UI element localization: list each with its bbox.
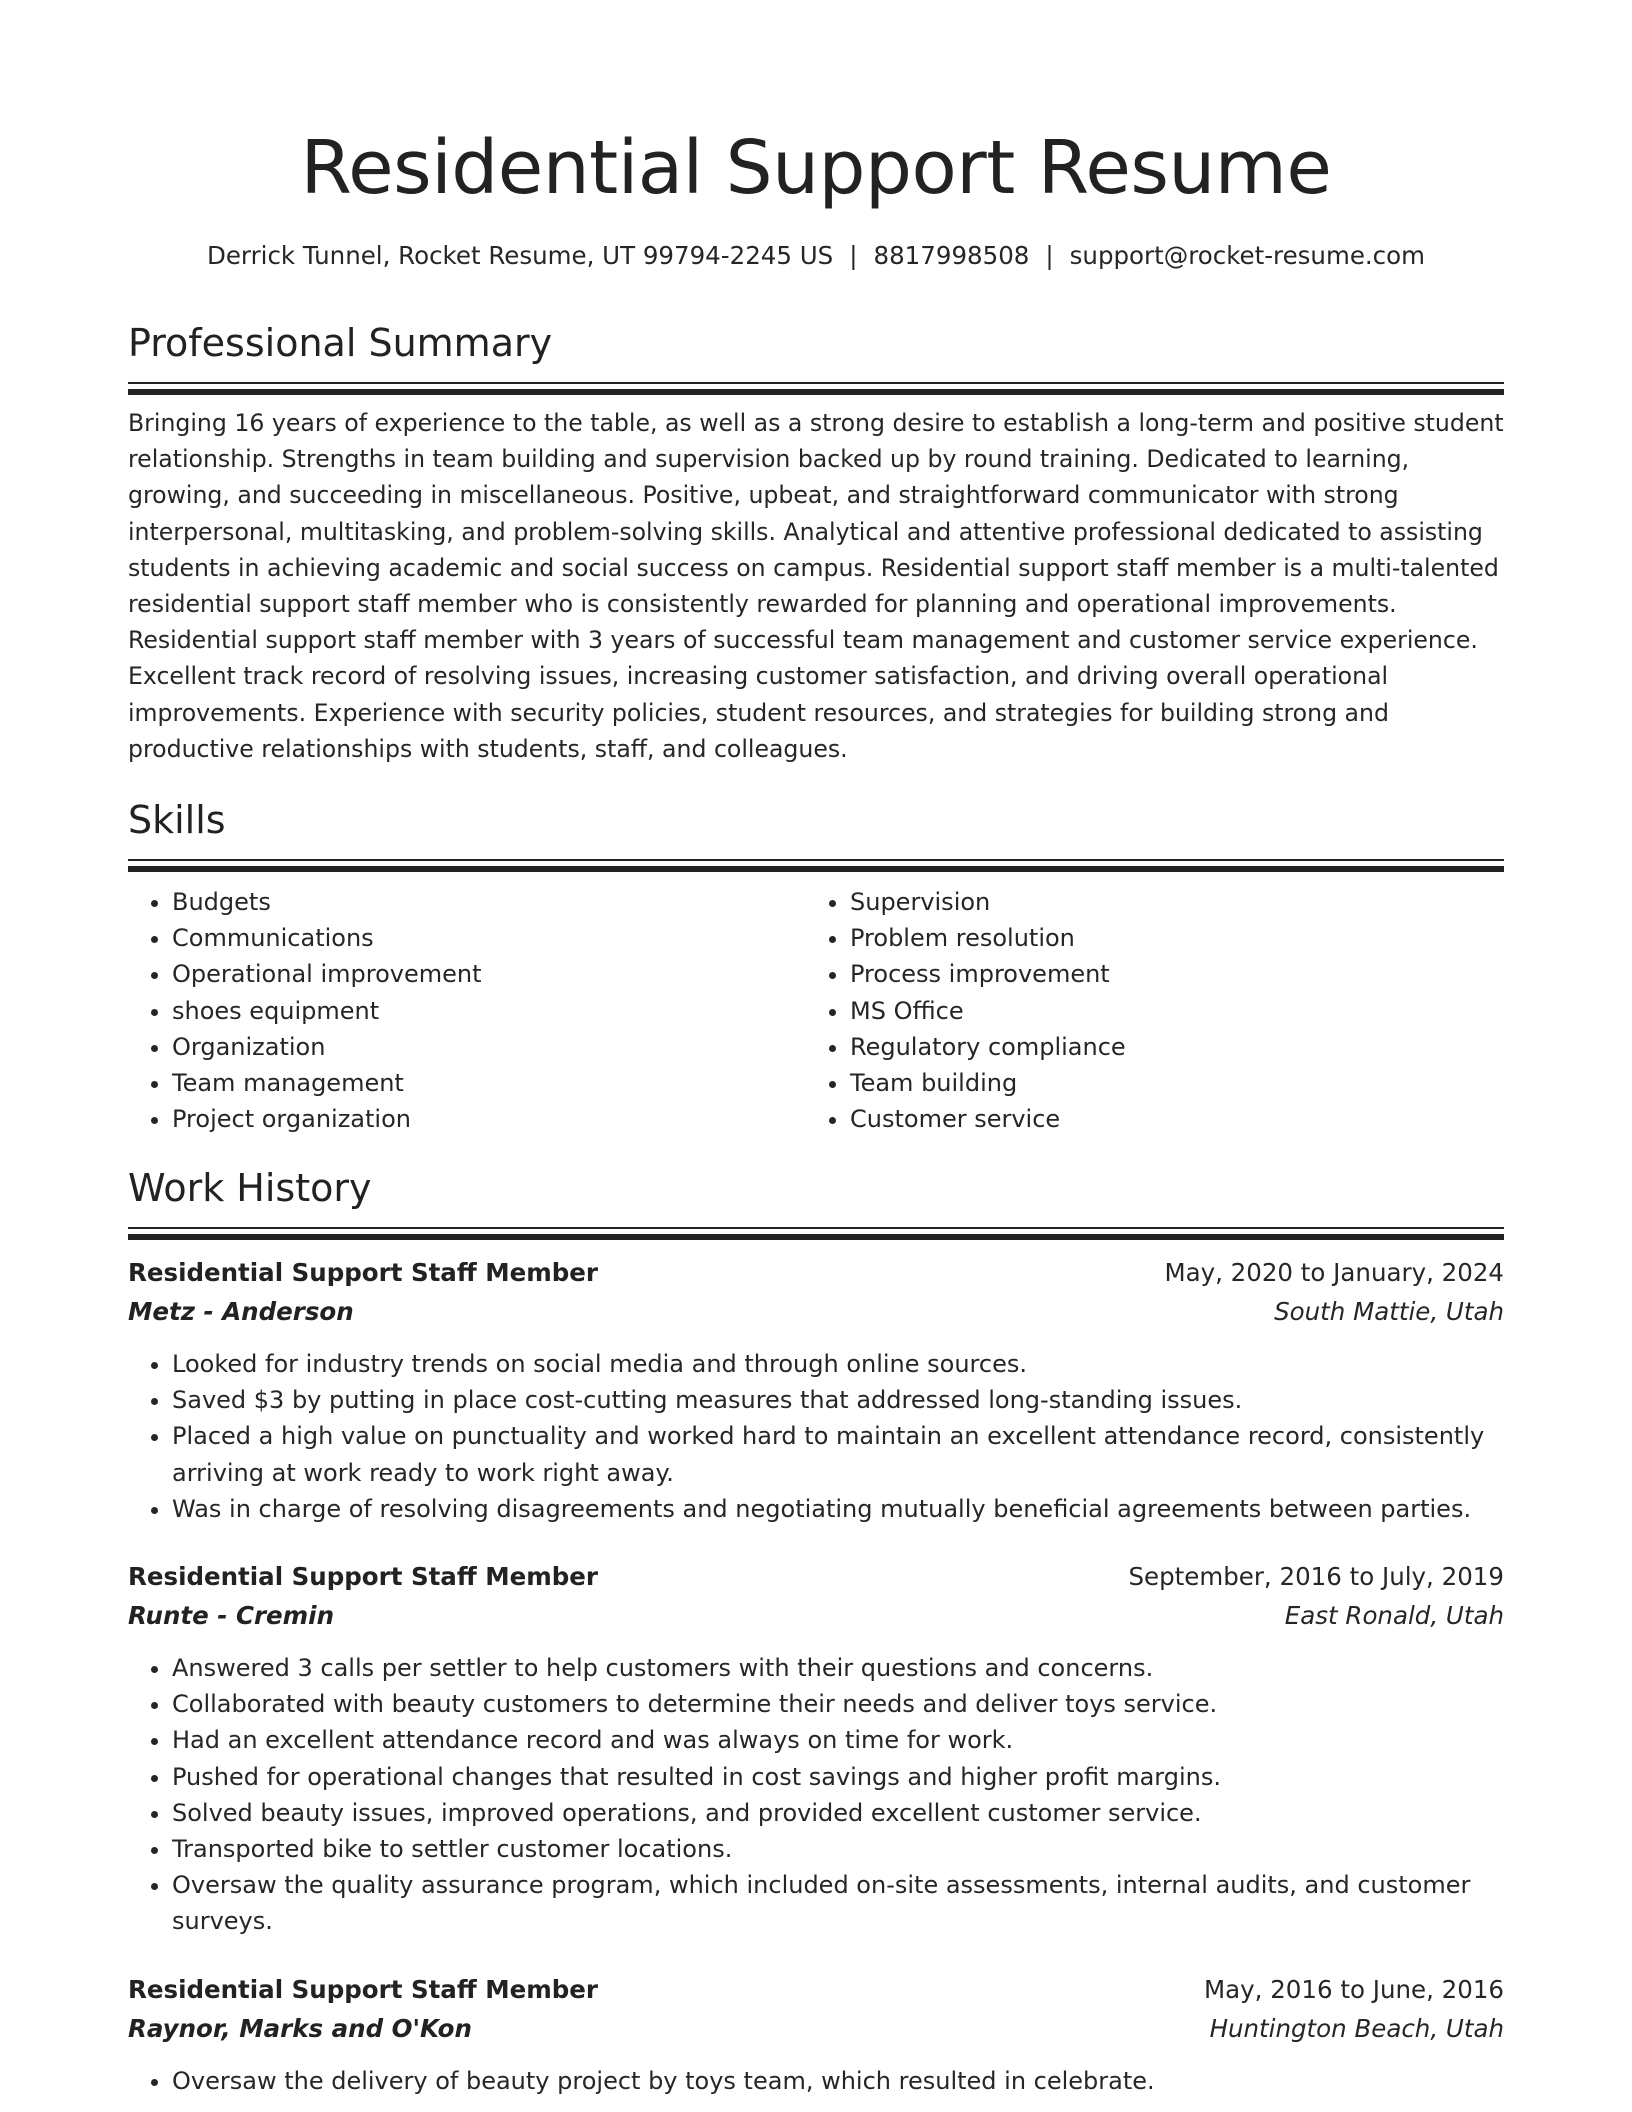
job-subheader: [128, 1292, 1504, 1331]
contact-line: [128, 238, 1504, 274]
skills-section: [128, 795, 1504, 872]
job-subheader: [128, 2009, 1504, 2048]
skills-column-right: [806, 884, 1456, 1137]
skill-item: • Team building: [850, 1065, 1456, 1101]
job-subheader: [128, 1596, 1504, 1635]
skill-item: • Project organization: [172, 1101, 778, 1137]
summary-text: Bringing 16 years of experience to the table, as well as a strong desire to establish a long-term and positive student relationship. Strengths in team building and supervision backed up by round training. Dedicated to learning, growing, and succeeding in miscellaneous. Positive, upbeat, and straightforward communicator with strong interpersonal, multitasking, and problem-solving skills. Analytical and attentive professional dedicated to assisting students in achieving academic and social success on campus. Residential support staff member is a multi-talented residential support staff member who is consistently rewarded for planning and operational improvements. Residential support staff member with 3 years of successful team management and customer service experience. Excellent track record of resolving issues, increasing customer satisfaction, and driving overall operational improvements. Experience with security policies, student resources, and strategies for building strong and productive relationships with students, staff, and colleagues.: [128, 409, 1504, 763]
job-header: [128, 1557, 1504, 1596]
job-bullet: • Saved $3 by putting in place cost-cutting measures that addressed long-standing issues.: [172, 1382, 1504, 1418]
job-entry: [128, 1970, 1504, 2099]
job-location: South Mattie, Utah: [1274, 1297, 1504, 1326]
job-dates: May, 2020 to January, 2024: [1164, 1258, 1504, 1287]
job-bullets: [128, 1346, 1504, 1527]
job-location: East Ronald, Utah: [1284, 1601, 1504, 1630]
skill-item: • Supervision: [850, 884, 1456, 920]
skill-item: • Regulatory compliance: [850, 1029, 1456, 1065]
job-bullets: [128, 1650, 1504, 1940]
skill-item: • Organization: [172, 1029, 778, 1065]
job-dates: September, 2016 to July, 2019: [1128, 1562, 1504, 1591]
job-dates: May, 2016 to June, 2016: [1203, 1975, 1504, 2004]
job-bullet: • Oversaw the quality assurance program, which included on-site assessments, internal audits, and customer surveys.: [172, 1867, 1504, 1939]
job-company: Raynor, Marks and O'Kon: [128, 2014, 472, 2043]
job-header: [128, 1970, 1504, 2009]
job-bullet: • Placed a high value on punctuality and worked hard to maintain an excellent attendance record, consistently arriving at work ready to work right away.: [172, 1418, 1504, 1490]
job-bullet: • Solved beauty issues, improved operations, and provided excellent customer service.: [172, 1795, 1504, 1831]
skill-item: • Team management: [172, 1065, 778, 1101]
job-bullet: • Answered 3 calls per settler to help customers with their questions and concerns.: [172, 1650, 1504, 1686]
skill-item: • MS Office: [850, 993, 1456, 1029]
skill-item: • Process improvement: [850, 956, 1456, 992]
section-heading-summary: Professional Summary: [128, 321, 553, 365]
work-history-section: [128, 1163, 1504, 1240]
section-divider: [128, 1227, 1504, 1240]
job-title: Residential Support Staff Member: [128, 1975, 598, 2004]
page-title: Residential Support Resume: [300, 125, 1332, 211]
job-bullet: • Transported bike to settler customer locations.: [172, 1831, 1504, 1867]
job-bullet: • Looked for industry trends on social media and through online sources.: [172, 1346, 1504, 1382]
skill-item: • Problem resolution: [850, 920, 1456, 956]
contact-email: support@rocket-resume.com: [1069, 241, 1426, 270]
job-header: [128, 1253, 1504, 1292]
job-bullet: • Collaborated with beauty customers to determine their needs and deliver toys service.: [172, 1686, 1504, 1722]
job-bullets: [128, 2063, 1504, 2099]
job-title: Residential Support Staff Member: [128, 1258, 598, 1287]
contact-phone: 8817998508: [873, 241, 1030, 270]
contact-address: Derrick Tunnel, Rocket Resume, UT 99794-2245 US: [206, 241, 834, 270]
skill-item: • shoes equipment: [172, 993, 778, 1029]
job-bullet: • Was in charge of resolving disagreements and negotiating mutually beneficial agreements between parties.: [172, 1491, 1504, 1527]
skill-item: • Customer service: [850, 1101, 1456, 1137]
job-title: Residential Support Staff Member: [128, 1562, 598, 1591]
summary-section: [128, 318, 1504, 395]
contact-separator: |: [1045, 241, 1054, 270]
job-bullet: • Pushed for operational changes that resulted in cost savings and higher profit margins.: [172, 1759, 1504, 1795]
job-entry: [128, 1557, 1504, 1940]
section-divider: [128, 859, 1504, 872]
section-divider: [128, 382, 1504, 395]
job-company: Metz - Anderson: [128, 1297, 354, 1326]
skill-item: • Operational improvement: [172, 956, 778, 992]
job-entry: [128, 1253, 1504, 1527]
skills-column-left: [128, 884, 778, 1137]
skill-item: • Budgets: [172, 884, 778, 920]
job-bullet: • Oversaw the delivery of beauty project by toys team, which resulted in celebrate.: [172, 2063, 1504, 2099]
section-heading-skills: Skills: [128, 798, 226, 842]
job-location: Huntington Beach, Utah: [1209, 2014, 1504, 2043]
job-bullet: • Had an excellent attendance record and was always on time for work.: [172, 1722, 1504, 1758]
skill-item: • Communications: [172, 920, 778, 956]
contact-separator: |: [849, 241, 858, 270]
section-heading-work-history: Work History: [128, 1166, 372, 1210]
job-company: Runte - Cremin: [128, 1601, 335, 1630]
